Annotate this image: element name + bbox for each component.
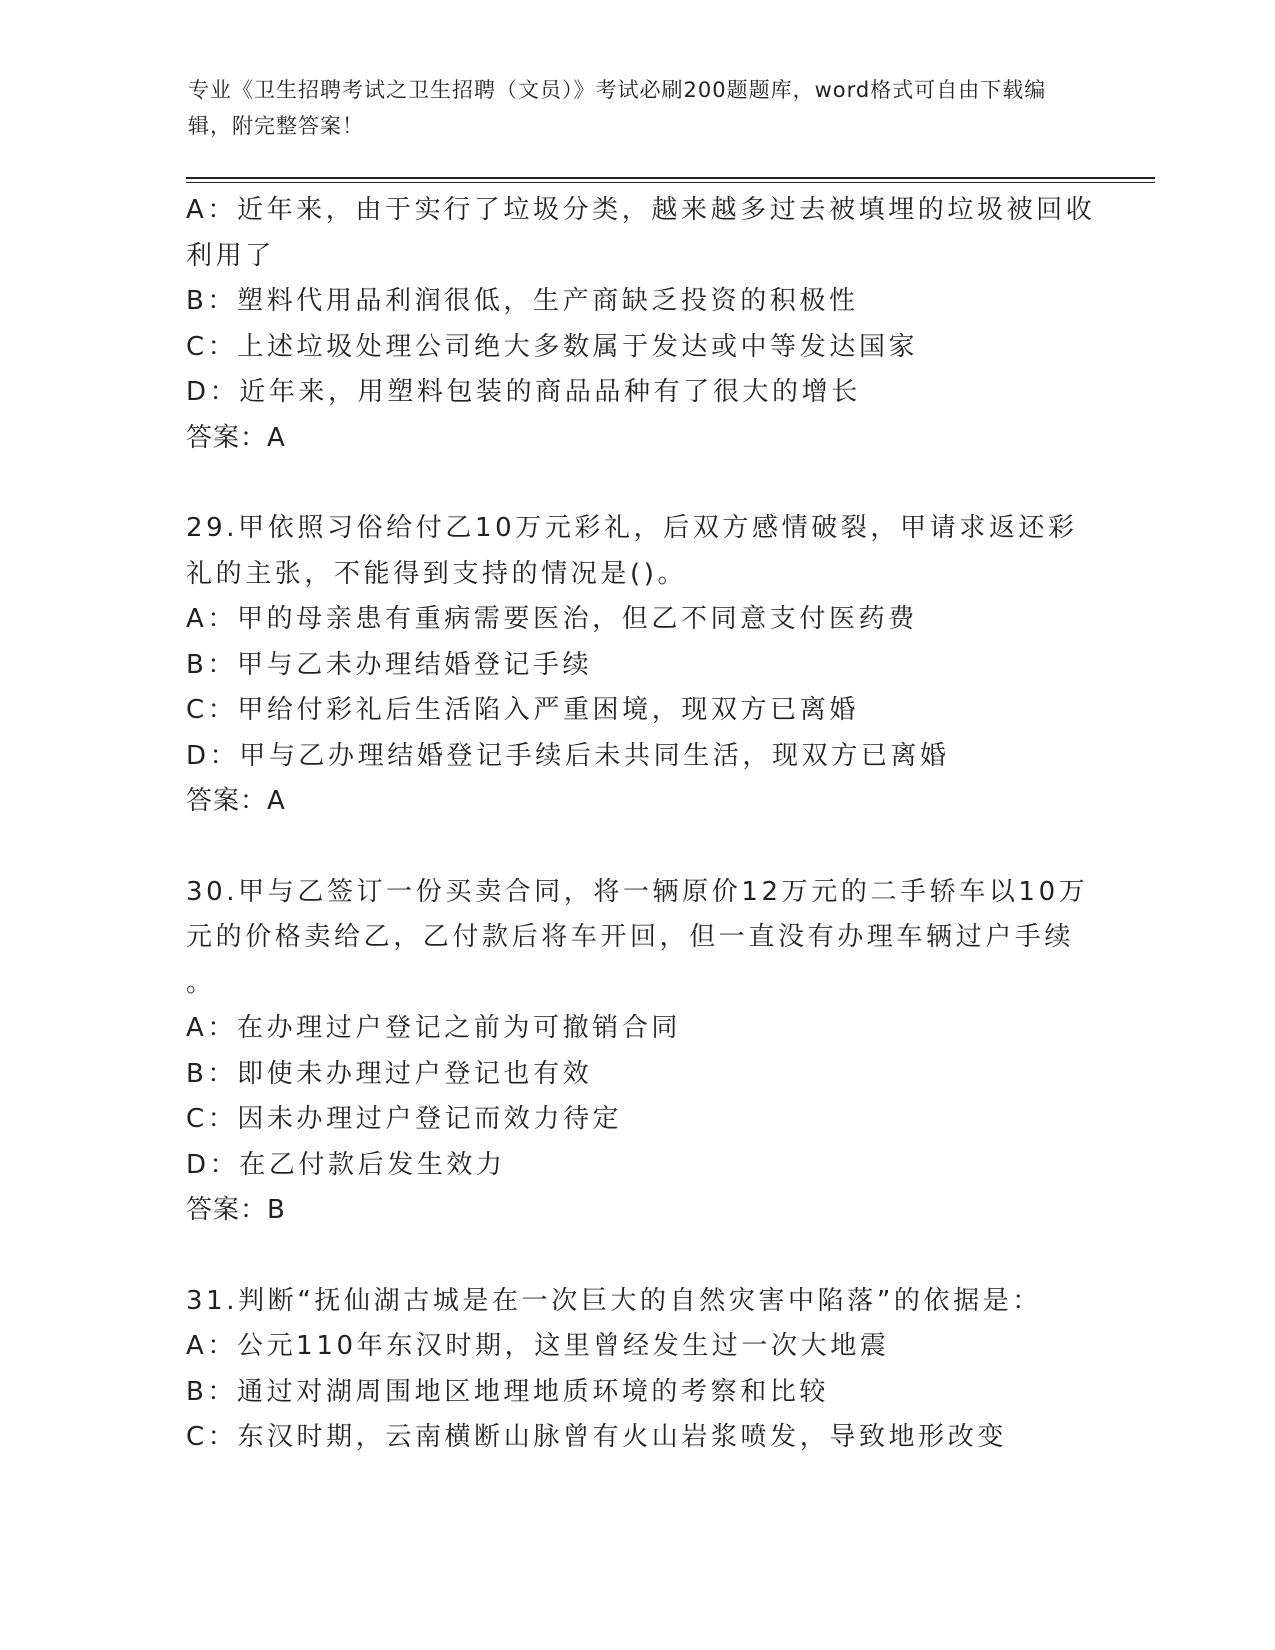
option-d: D：近年来，用塑料包装的商品品种有了很大的增长: [186, 377, 861, 407]
question-31: [186, 1279, 1086, 1461]
question-stem: 31.判断“抚仙湖古城是在一次巨大的自然灾害中陷落”的依据是：: [186, 1285, 1042, 1316]
option-c: C：甲给付彩礼后生活陷入严重困境，现双方已离婚: [186, 695, 859, 725]
answer: 答案：A: [186, 786, 286, 816]
option-a: A：公元110年东汉时期，这里曾经发生过一次大地震: [186, 1331, 890, 1361]
question-30: [186, 870, 1089, 1234]
option-b: B：甲与乙未办理结婚登记手续: [186, 649, 593, 680]
answer: 答案：B: [186, 1195, 286, 1225]
option-c: C：因未办理过户登记而效力待定: [186, 1104, 623, 1134]
question-stem-line-3: 。: [186, 967, 216, 998]
option-a-line-2: 利用了: [186, 240, 275, 271]
option-a: A：在办理过户登记之前为可撤销合同: [186, 1013, 681, 1043]
spacer: [186, 1234, 1086, 1279]
question-list: [186, 188, 1096, 1461]
question-stem-line-1: 30.甲与乙签订一份买卖合同，将一辆原价12万元的二手轿车以10万: [186, 876, 1089, 907]
spacer: [186, 825, 1086, 870]
answer: 答案：A: [186, 422, 286, 453]
option-b: B：即使未办理过户登记也有效: [186, 1058, 593, 1089]
question-stem-line-1: 29.甲依照习俗给付乙10万元彩礼，后双方感情破裂，甲请求返还彩: [186, 513, 1078, 543]
document-header: 专业《卫生招聘考试之卫生招聘（文员）》考试必刷200题题库，word格式可自由下载编辑，附完整答案！: [188, 78, 1047, 138]
option-a: A：甲的母亲患有重病需要医治，但乙不同意支付医药费: [186, 604, 918, 634]
option-b: B：通过对湖周围地区地理地质环境的考察和比较: [186, 1376, 830, 1407]
option-c: C：东汉时期，云南横断山脉曾有火山岩浆喷发，导致地形改变: [186, 1422, 1007, 1452]
option-c: C：上述垃圾处理公司绝大多数属于发达或中等发达国家: [186, 331, 919, 362]
option-a-line-1: A：近年来，由于实行了垃圾分类，越来越多过去被填埋的垃圾被回收: [186, 195, 1096, 225]
question-29: [186, 506, 1086, 825]
option-d: D：甲与乙办理结婚登记手续后未共同生活，现双方已离婚: [186, 740, 950, 771]
question-28-continued: [186, 188, 1096, 461]
option-b: B：塑料代用品利润很低，生产商缺乏投资的积极性: [186, 286, 859, 316]
header-divider-thin: [186, 182, 1155, 183]
question-stem-line-2: 元的价格卖给乙，乙付款后将车开回，但一直没有办理车辆过户手续: [186, 922, 1075, 952]
option-d: D：在乙付款后发生效力: [186, 1149, 506, 1180]
spacer: [186, 461, 1086, 506]
question-stem-line-2: 礼的主张，不能得到支持的情况是()。: [186, 558, 688, 589]
header-divider-thick: [186, 177, 1155, 179]
